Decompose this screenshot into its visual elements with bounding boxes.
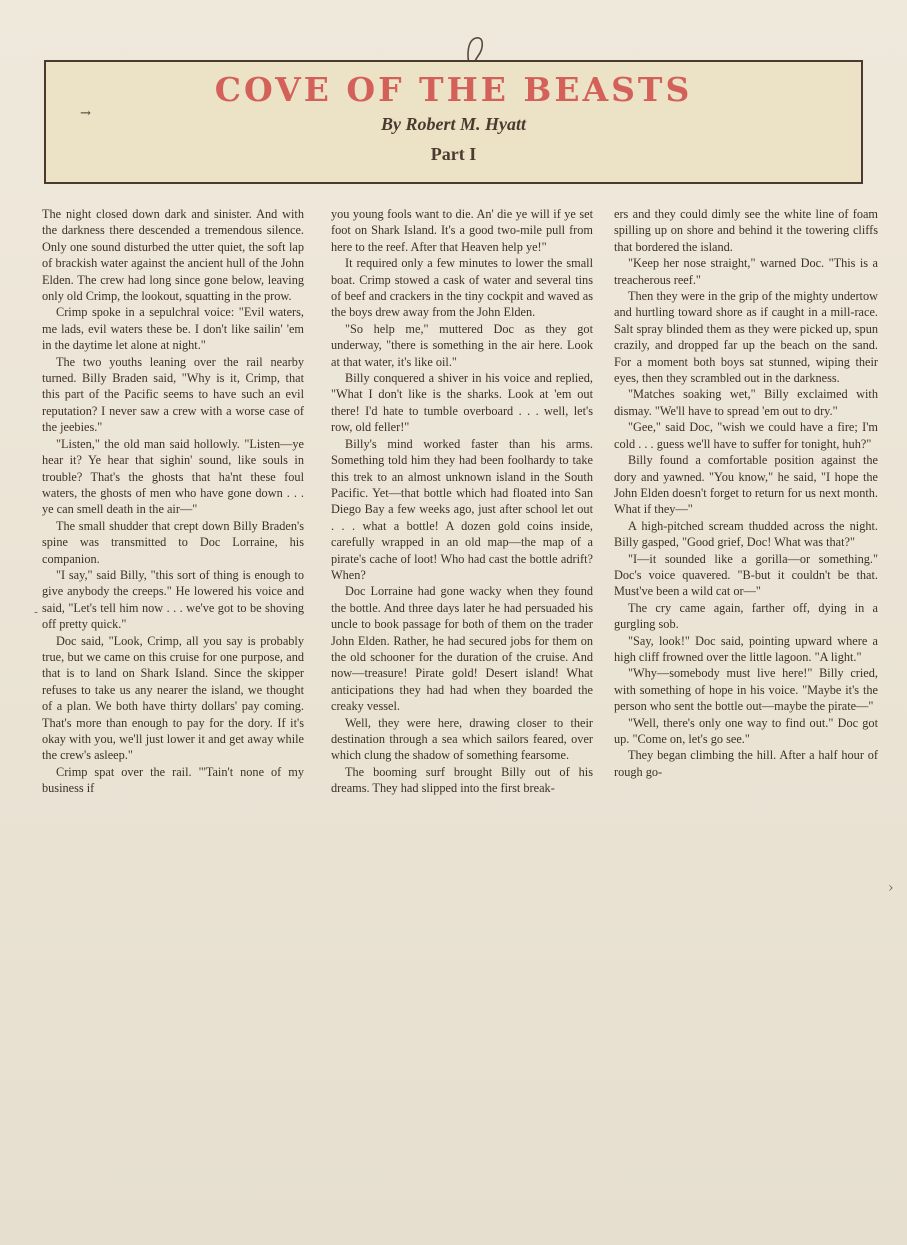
title-box bbox=[44, 60, 863, 184]
paragraph: The small shudder that crept down Billy Braden's spine was transmitted to Doc Lorraine, his companion. bbox=[42, 518, 304, 566]
paragraph: They began climbing the hill. After a half hour of rough go- bbox=[614, 748, 878, 779]
paragraph: "Keep her nose straight," warned Doc. "This is a treacherous reef." bbox=[614, 256, 878, 287]
paragraph: "So help me," muttered Doc as they got underway, "there is something in the air here. Look at that water, it's like oil." bbox=[331, 321, 593, 369]
paragraph: "Say, look!" Doc said, pointing upward where a high cliff frowned over the little lagoon. "A light." bbox=[614, 633, 878, 664]
paragraph: Billy found a comfortable position against the dory and yawned. "You know," he said, "I hope the John Elden doesn't forget to return for us next month. What if they—" bbox=[614, 453, 878, 517]
paragraph: The two youths leaning over the rail nearby turned. Billy Braden said, "Why is it, Crimp, that this part of the Pacific seems to have such an evil reputation? I never saw a crew with a worse case of the jeebies." bbox=[42, 354, 304, 435]
paragraph: Billy's mind worked faster than his arms. Something told him they had been foolhardy to take this trek to an almost unknown island in the South Pacific. Yet—that bottle which had floated into San Diego Bay a few weeks ago, just after school let out . . . what a bottle! A dozen gold coins inside, carefully wrapped in an old map—the map of a pirate's cache of loot! Who had cast the bottle adrift? When? bbox=[331, 436, 593, 582]
paragraph: Well, they were here, drawing closer to their destination through a sea which sailors feared, over which clung the shadow of something fearsome. bbox=[331, 715, 593, 763]
paragraph: "I say," said Billy, "this sort of thing is enough to give anybody the creeps." He lowered his voice and said, "Let's tell him now . . . we've got to be shoving off pretty quick." bbox=[42, 567, 304, 632]
paragraph: Crimp spoke in a sepulchral voice: "Evil waters, me lads, evil waters these be. I don't like sailin' 'em in the daytime let alone at night." bbox=[42, 305, 304, 353]
paragraph: It required only a few minutes to lower the small boat. Crimp stowed a cask of water and several tins of beef and crackers in the tiny cockpit and waved as the boys drew away from the John Elden. bbox=[331, 256, 593, 320]
paragraph: "Matches soaking wet," Billy exclaimed with dismay. "We'll have to spread 'em out to dry." bbox=[614, 387, 878, 418]
arrow-mark-icon: → bbox=[80, 106, 91, 121]
paragraph: Doc said, "Look, Crimp, all you say is probably true, but we came on this cruise for one purpose, and that is to land on Shark Island. Since the skipper refuses to take us any nearer the island, we thought of a plan. We both have thirty dollars' pay coming. That's more than enough to pay for the dory. If it's okay with you, we'll just lower it and get away while the crew's asleep." bbox=[42, 633, 304, 763]
paragraph: "I—it sounded like a gorilla—or something." Doc's voice quavered. "B-but it couldn't be that. Must've been a wild cat or—" bbox=[614, 551, 878, 599]
paragraph: you young fools want to die. An' die ye will if ye set foot on Shark Island. It's a good two-mile pull from here to the reef. After that Heaven help ye!" bbox=[331, 207, 593, 254]
story-byline: By Robert M. Hyatt bbox=[381, 114, 526, 134]
paragraph: "Well, there's only one way to find out." Doc got up. "Come on, let's go see." bbox=[614, 715, 878, 746]
paragraph: Billy conquered a shiver in his voice and replied, "What I don't like is the sharks. Look at 'em out there! I'd hate to tumble overboard . . . well, let's row, old feller!" bbox=[331, 371, 593, 435]
paragraph: The night closed down dark and sinister. And with the darkness there descended a tremendous silence. Only one sound disturbed the utter quiet, the soft lap of brackish water against the ancient hull of the John Elden. The crew had long since gone below, leaving only old Crimp, the lookout, squatting in the prow. bbox=[42, 207, 304, 304]
text-column-2 bbox=[331, 206, 593, 1238]
paragraph: ers and they could dimly see the white line of foam spilling up on shore and behind it the towering cliffs that bordered the island. bbox=[614, 207, 878, 254]
chevron-right-icon: › bbox=[888, 880, 894, 896]
text-column-1 bbox=[42, 206, 304, 1238]
margin-dash-icon: - bbox=[34, 605, 39, 619]
paragraph: The booming surf brought Billy out of his dreams. They had slipped into the first break- bbox=[331, 764, 593, 796]
paragraph: Then they were in the grip of the mighty undertow and hurtling toward shore as if caught in a mill-race. Salt spray blinded them as they were picked up, spun crazily, and dropped far up the beach on the sand. For a moment both boys sat stunned, wiping their eyes, then they scrambled out in the darkness. bbox=[614, 289, 878, 386]
paragraph: "Why—somebody must live here!" Billy cried, with something of hope in his voice. "Maybe it's the person who sent the bottle out—maybe the pirate—" bbox=[614, 666, 878, 714]
story-part: Part I bbox=[430, 144, 477, 164]
paragraph: "Gee," said Doc, "wish we could have a fire; I'm cold . . . guess we'll have to suffer for tonight, huh?" bbox=[614, 420, 878, 451]
paragraph: A high-pitched scream thudded across the night. Billy gasped, "Good grief, Doc! What was that?" bbox=[614, 518, 878, 550]
story-title: COVE OF THE BEASTS bbox=[214, 70, 693, 109]
paragraph: Crimp spat over the rail. "'Tain't none of my business if bbox=[42, 764, 304, 796]
paragraph: Doc Lorraine had gone wacky when they found the bottle. And three days later he had persuaded his uncle to book passage for both of them on the trader John Elden. Rather, he had secured jobs for them on the old schooner for the duration of the cruise. And now—treasure! Pirate gold! Desert island! What anticipations they had had when they boarded the creaky vessel. bbox=[331, 584, 593, 714]
text-column-3 bbox=[614, 206, 878, 1238]
paragraph: The cry came again, farther off, dying in a gurgling sob. bbox=[614, 600, 878, 632]
paragraph: "Listen," the old man said hollowly. "Listen—ye hear it? Ye hear that sighin' sound, like souls in trouble? That's the ghosts that ha'nt these foul waters, the ghosts of men who have gone down . . . ye can smell death in the air—" bbox=[42, 436, 304, 517]
